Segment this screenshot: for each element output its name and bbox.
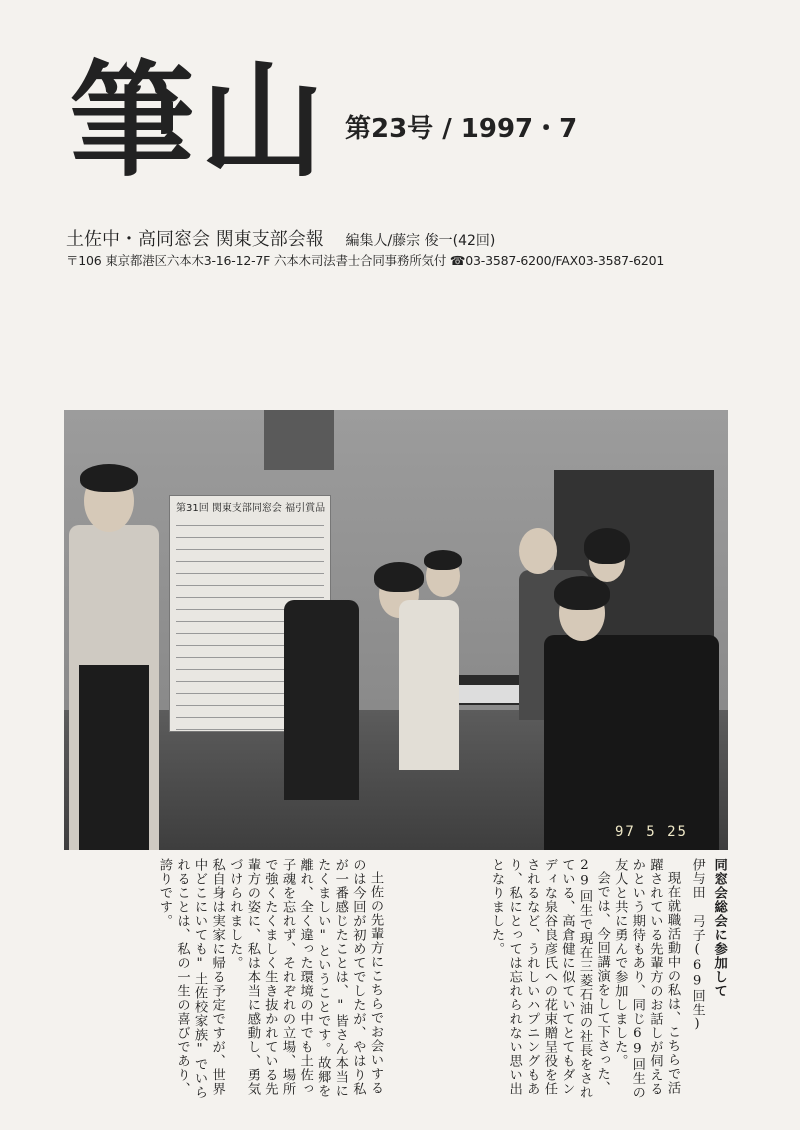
event-photo — [64, 410, 728, 850]
paragraph-2: 会では、今回講演をして下さった、29回生で現在三菱石油の社長をされている、高倉健に似ていてとてもダンディな泉谷良彦氏への花束贈呈役を任されるなど、うれしいハプニングもあり、私にとっては忘れられない思い出となりました。 — [489, 858, 610, 1100]
article-title: 同窓会総会に参加して — [711, 858, 727, 998]
organization-name: 土佐中・高同窓会 関東支部会報 — [66, 229, 324, 250]
paragraph-1: 現在就職活動中の私は、こちらで活躍されている先輩方のお話しが伺えるかという期待もあり、同じ69回生の友人と共に勇んで参加しました。 — [612, 858, 680, 1100]
organization-line — [66, 225, 495, 251]
address-line: 〒106 東京都港区六本木3-16-12-7F 六本木司法書士合同事務所気付 ☎03-3587-6200/FAX03-3587-6201 — [66, 253, 665, 268]
article-author: 伊与田 弓子(69回生) — [689, 858, 705, 1033]
editor-credit: 編集人/藤宗 俊一(42回) — [345, 233, 496, 249]
issue-number: 第23号 / 1997・7 — [345, 114, 578, 144]
article-body-lower — [66, 858, 384, 1108]
newsletter-title: 筆山 — [70, 49, 331, 194]
paragraph-3: 土佐の先輩方にこちらでお会いするのは今回が初めてでしたが、やはり私が一番感じたことは、"皆さん本当にたくましい"ということです。故郷を離れ、全く違った環境の中でも土佐っ子魂を忘れず、それぞれの立場、場所で強くたくましく生き抜かれている先輩方の姿に、私は本当に感動し、勇気づけられました。 — [227, 858, 383, 1098]
prize-board-header: 第31回 関東支部同窓会 福引賞品 — [176, 503, 326, 514]
paragraph-4: 私自身は実家に帰る予定ですが、世界中どこにいても"土佐校家族"でいられることは、私の一生の喜びであり、誇りです。 — [156, 858, 225, 1100]
photo-date-stamp: 97 5 25 — [614, 824, 688, 840]
article-body-upper — [385, 858, 681, 1108]
